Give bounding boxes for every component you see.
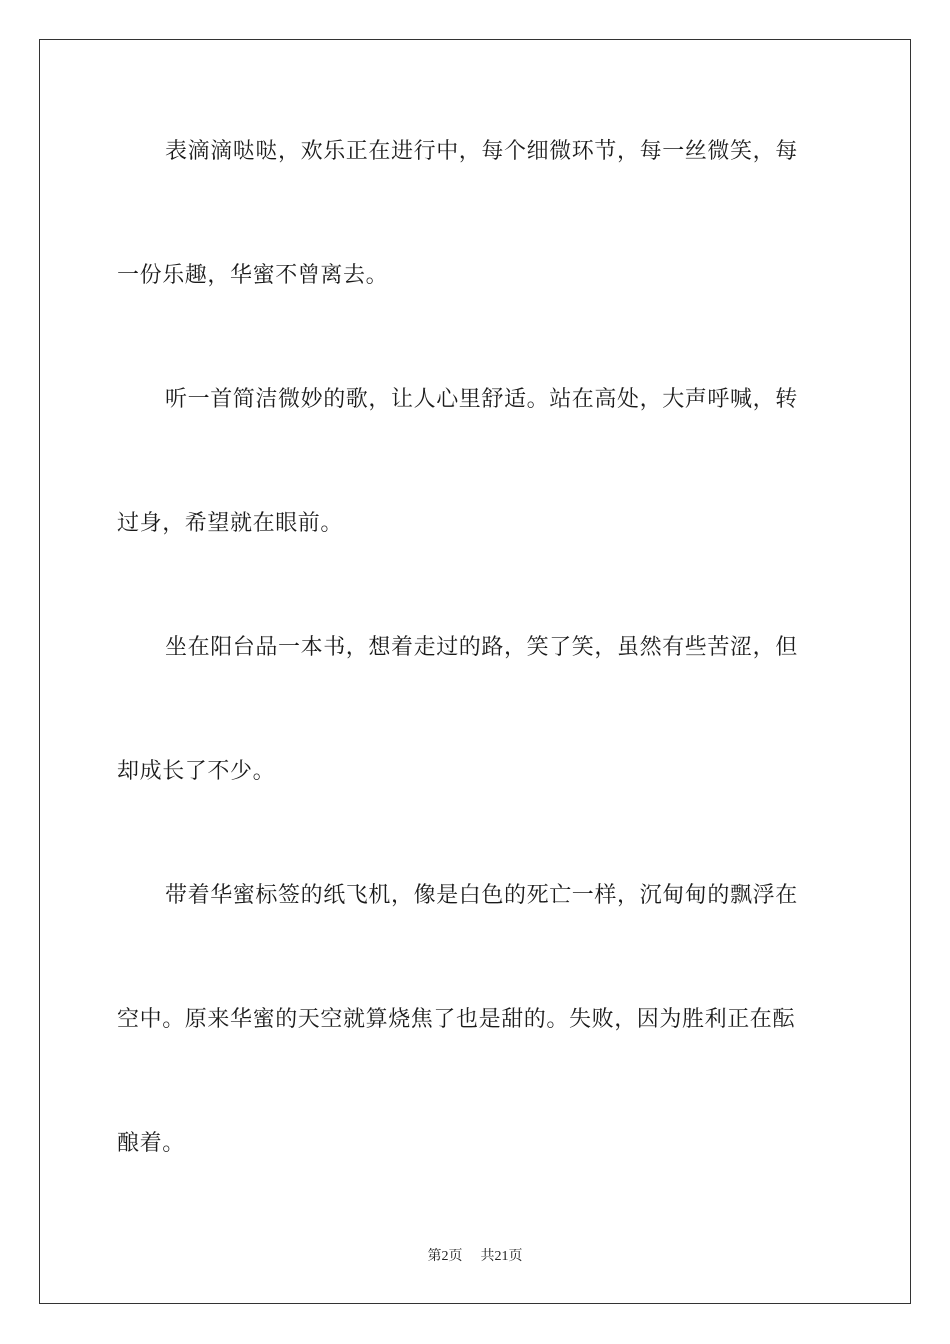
paragraph-4-line-2: 空中。原来华蜜的天空就算烧焦了也是甜的。失败，因为胜利正在酝 (117, 1007, 796, 1032)
paragraph-2-line-1: 听一首简洁微妙的歌，让人心里舒适。站在高处，大声呼喊，转 (165, 387, 798, 412)
paragraph-4-line-1: 带着华蜜标签的纸飞机，像是白色的死亡一样，沉甸甸的飘浮在 (165, 883, 798, 908)
paragraph-3-line-2: 却成长了不少。 (117, 759, 276, 784)
paragraph-1-line-1: 表滴滴哒哒，欢乐正在进行中，每个细微环节，每一丝微笑，每 (165, 139, 798, 164)
page-border (39, 39, 911, 1304)
paragraph-4-line-3: 酿着。 (117, 1131, 185, 1156)
page-total: 共21页 (480, 1249, 523, 1264)
page-number: 第2页 (427, 1249, 463, 1264)
paragraph-3-line-1: 坐在阳台品一本书，想着走过的路，笑了笑，虽然有些苦涩，但 (165, 635, 798, 660)
page-footer (0, 1247, 950, 1267)
paragraph-1-line-2: 一份乐趣，华蜜不曾离去。 (117, 263, 389, 288)
paragraph-2-line-2: 过身，希望就在眼前。 (117, 511, 344, 536)
